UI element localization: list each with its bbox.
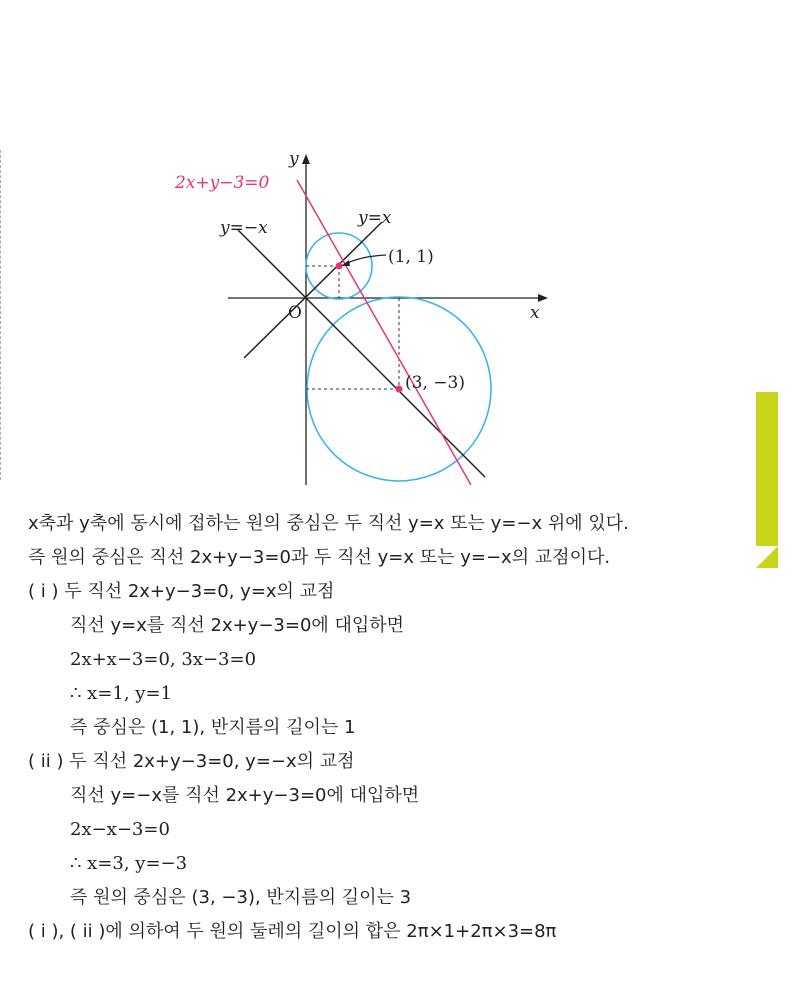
point-large-center — [396, 386, 403, 393]
conclusion-line: ( i ), ( ii )에 의하여 두 원의 둘레의 길이의 합은 2π×1+2π×3=8π — [28, 921, 557, 942]
y-axis-arrow-icon — [302, 154, 310, 164]
case1-line-3: ∴ x=1, y=1 — [70, 683, 173, 704]
tab-notch — [756, 546, 778, 568]
text-line-2: 즉 원의 중심은 직선 2x+y−3=0과 두 직선 y=x 또는 y=−x의 교점이다. — [28, 547, 611, 568]
y-axis-label: y — [289, 149, 299, 169]
case2-line-1: 직선 y=−x를 직선 2x+y−3=0에 대입하면 — [70, 785, 420, 806]
large-center-label: (3, −3) — [405, 373, 465, 393]
origin-label: O — [288, 303, 302, 323]
case2-title: ( ii ) 두 직선 2x+y−3=0, y=−x의 교점 — [28, 751, 355, 772]
coordinate-diagram — [150, 140, 550, 485]
pink-line-label: 2x+y−3=0 — [175, 173, 270, 193]
small-center-label: (1, 1) — [388, 247, 434, 267]
page-dashed-border — [0, 150, 1, 480]
case2-line-3: ∴ x=3, y=−3 — [70, 853, 188, 874]
case2-line-2: 2x−x−3=0 — [70, 819, 170, 840]
case1-line-1: 직선 y=x를 직선 2x+y−3=0에 대입하면 — [70, 615, 405, 636]
x-axis-arrow-icon — [538, 294, 548, 302]
line-y-eq-neg-x — [238, 230, 485, 477]
x-axis-label: x — [530, 303, 540, 323]
text-line-1: x축과 y축에 동시에 접하는 원의 중심은 두 직선 y=x 또는 y=−x 위에 있다. — [28, 513, 629, 534]
chapter-tab — [756, 392, 778, 568]
pos-line-label: y=x — [358, 208, 392, 228]
case1-title: ( i ) 두 직선 2x+y−3=0, y=x의 교점 — [28, 581, 335, 602]
case1-line-2: 2x+x−3=0, 3x−3=0 — [70, 649, 257, 670]
case1-line-4: 즉 중심은 (1, 1), 반지름의 길이는 1 — [70, 717, 356, 738]
leader-arrow — [345, 255, 386, 264]
case2-line-4: 즉 원의 중심은 (3, −3), 반지름의 길이는 3 — [70, 887, 412, 908]
neg-line-label: y=−x — [220, 218, 268, 238]
